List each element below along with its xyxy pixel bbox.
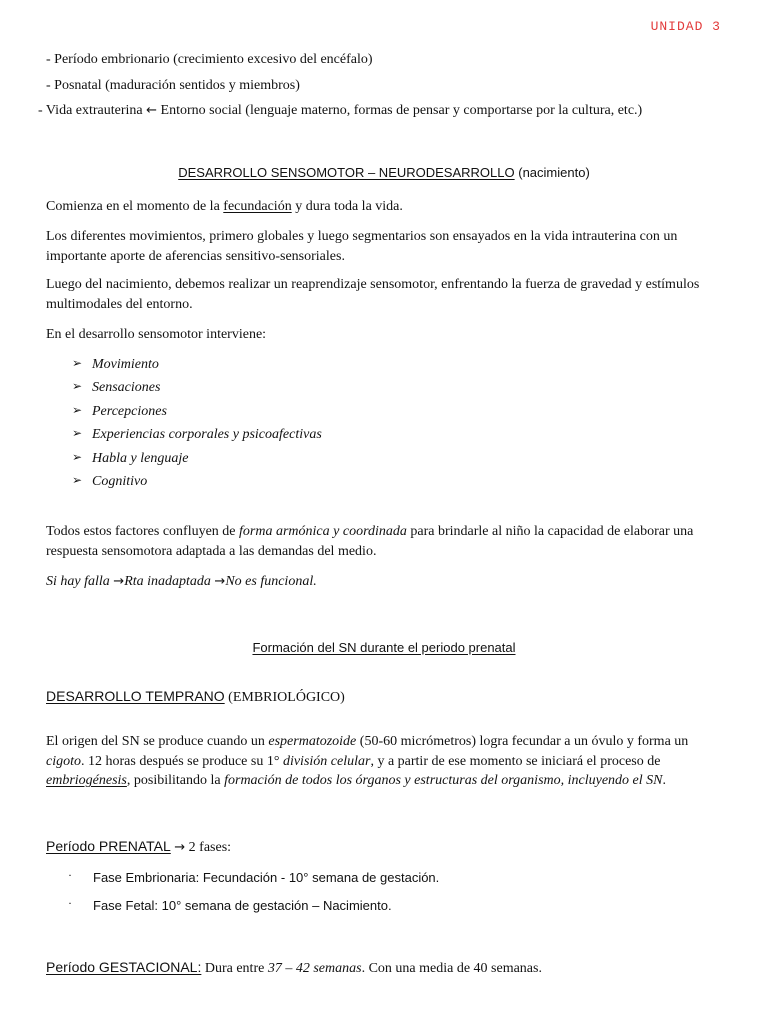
section-title-sensomotor	[0, 164, 768, 182]
phase-label: Fase Embrionaria: Fecundación - 10° semana de gestación.	[93, 870, 440, 885]
p5-italic: forma armónica y coordinada	[239, 524, 407, 539]
prenatal-text: 2 fases:	[188, 840, 232, 855]
list-item-label: Movimiento	[92, 357, 159, 372]
p6-text-c: No es funcional.	[225, 574, 317, 589]
p6-text-a: Si hay falla	[46, 574, 110, 589]
origin-italic-underlined: embriogénesis	[46, 773, 127, 789]
p1-text-b: y dura toda la vida.	[295, 199, 403, 214]
paragraph-movimientos: Los diferentes movimientos, primero globales y luego segmentarios son ensayados en la vida intrauterina con un importante aporte de aferencias sensitivo-sensoriales.	[46, 229, 678, 264]
list-item-label: Cognitivo	[92, 473, 148, 489]
list-item-label: Percepciones	[92, 403, 167, 419]
p5-text-a: Todos estos factores confluyen de	[46, 524, 236, 539]
origin-text-a: El origen del SN se produce cuando un	[46, 734, 265, 749]
section-title-formacion	[0, 639, 768, 657]
arrow-right-icon: →	[113, 574, 125, 589]
gestational-text-b: . Con una media de 40 semanas.	[361, 961, 542, 976]
arrow-bullet-icon: ➢	[72, 449, 83, 464]
p1-text-a: Comienza en el momento de la	[46, 199, 220, 214]
origin-text-b: (50-60 micrómetros) logra fecundar a un óvulo y forma un	[359, 734, 689, 749]
list-item-label: Sensaciones	[92, 380, 161, 396]
arrow-left-icon: ←	[146, 103, 158, 118]
arrow-right-icon: →	[214, 574, 226, 589]
intro-line-3-a: - Vida extrauterina	[38, 103, 143, 118]
list-item-label: Experiencias corporales y psicoafectivas	[92, 427, 322, 443]
arrow-bullet-icon: ➢	[72, 472, 83, 487]
prenatal-label: Período PRENATAL	[46, 838, 171, 854]
paragraph-falla	[46, 572, 726, 592]
paragraph-factores	[46, 522, 726, 561]
paragraph-interviene: En el desarrollo sensomotor interviene:	[46, 327, 267, 342]
list-item	[72, 472, 322, 495]
phase-label: Fase Fetal: 10° semana de gestación – Nacimiento.	[93, 898, 392, 913]
section-title-main: DESARROLLO SENSOMOTOR – NEURODESARROLLO	[178, 165, 515, 180]
intro-line-3	[38, 101, 718, 121]
intro-line-2: - Posnatal (maduración sentidos y miembros)	[46, 78, 300, 93]
origin-italic-2: cigoto	[46, 753, 81, 769]
origin-italic-4: formación de todos los órganos y estructuras del organismo, incluyendo el SN	[224, 773, 663, 789]
origin-italic-1: espermatozoide	[268, 734, 357, 749]
origin-italic-3: división celular	[282, 753, 371, 769]
subtitle-main: DESARROLLO TEMPRANO	[46, 688, 225, 704]
origin-text-c: . 12 horas después se produce su 1°	[81, 753, 280, 769]
arrow-bullet-icon: ➢	[72, 402, 83, 417]
intro-line-1: - Período embrionario (crecimiento excesivo del encéfalo)	[46, 52, 373, 67]
paragraph-fecundacion	[46, 197, 726, 217]
paragraph-reaprendizaje: Luego del nacimiento, debemos realizar un reaprendizaje sensomotor, enfrentando la fuerza de gravedad y estímulos multimodales del entorno.	[46, 277, 700, 312]
list-item	[72, 449, 322, 472]
arrow-bullet-icon: ➢	[72, 379, 83, 394]
gestational-line	[46, 958, 726, 979]
list-item	[72, 378, 322, 401]
p1-underlined: fecundación	[223, 199, 292, 214]
section-title-suffix: (nacimiento)	[518, 165, 590, 180]
origin-text-e: , posibilitando la	[126, 773, 221, 789]
gestational-label: Período GESTACIONAL:	[46, 959, 202, 975]
unit-label: UNIDAD 3	[650, 19, 721, 34]
origin-text-f: .	[662, 773, 666, 789]
list-item	[68, 897, 439, 925]
gestational-text-a: Dura entre	[204, 961, 265, 976]
list-item	[72, 355, 322, 378]
gestational-italic: 37 – 42 semanas	[267, 961, 362, 976]
factors-list	[72, 355, 322, 495]
subtitle-desarrollo-temprano	[46, 687, 726, 708]
subtitle-suffix: (EMBRIOLÓGICO)	[228, 690, 345, 705]
paragraph-origen-sn	[46, 732, 726, 791]
arrow-bullet-icon: ➢	[72, 356, 83, 370]
section-title-formacion-text: Formación del SN durante el periodo prenatal	[252, 640, 516, 655]
origin-text-d: , y a partir de ese momento se iniciará el proceso de	[370, 753, 661, 769]
bullet-dot-icon: ·	[68, 896, 72, 910]
prenatal-heading	[46, 837, 726, 858]
intro-line-3-b: Entorno social (lenguaje materno, formas de pensar y comportarse por la cultura, etc.)	[160, 103, 643, 118]
list-item	[68, 869, 439, 897]
p5-text-b: para brindarle al niño la capacidad de elaborar una respuesta sensomotora adaptada a las demandas del medio.	[46, 524, 694, 559]
p6-text-b: Rta inadaptada	[124, 574, 211, 589]
arrow-right-icon: →	[174, 840, 186, 855]
list-item	[72, 425, 322, 448]
bullet-dot-icon: ·	[68, 868, 72, 882]
list-item-label: Habla y lenguaje	[92, 450, 189, 466]
arrow-bullet-icon: ➢	[72, 426, 83, 441]
phases-list	[68, 869, 439, 925]
list-item	[72, 402, 322, 425]
